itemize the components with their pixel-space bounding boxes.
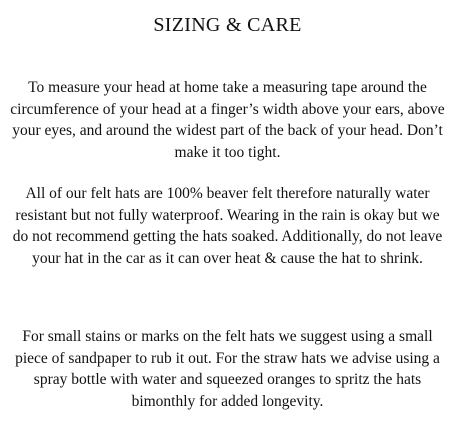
felt-care-paragraph: All of our felt hats are 100% beaver felt therefore naturally water resistant but not fully waterproof. Wearing in the rain is okay but we do not recommend getting the hats soaked. Additionally, do not leave your hat in the car as it can over heat & cause the hat to shrink.: [12, 185, 443, 267]
page-title: SIZING & CARE: [153, 14, 302, 36]
measuring-instructions-paragraph: To measure your head at home take a measuring tape around the circumference of your head at a finger’s width above your ears, above your eyes, and around the widest part of the back of your head. Don’t make it too tight.: [10, 79, 445, 161]
stain-care-paragraph: For small stains or marks on the felt hats we suggest using a small piece of sandpaper to rub it out. For the straw hats we advise using a spray bottle with water and squeezed oranges to spritz the hats bimonthly for added longevity.: [15, 328, 440, 410]
